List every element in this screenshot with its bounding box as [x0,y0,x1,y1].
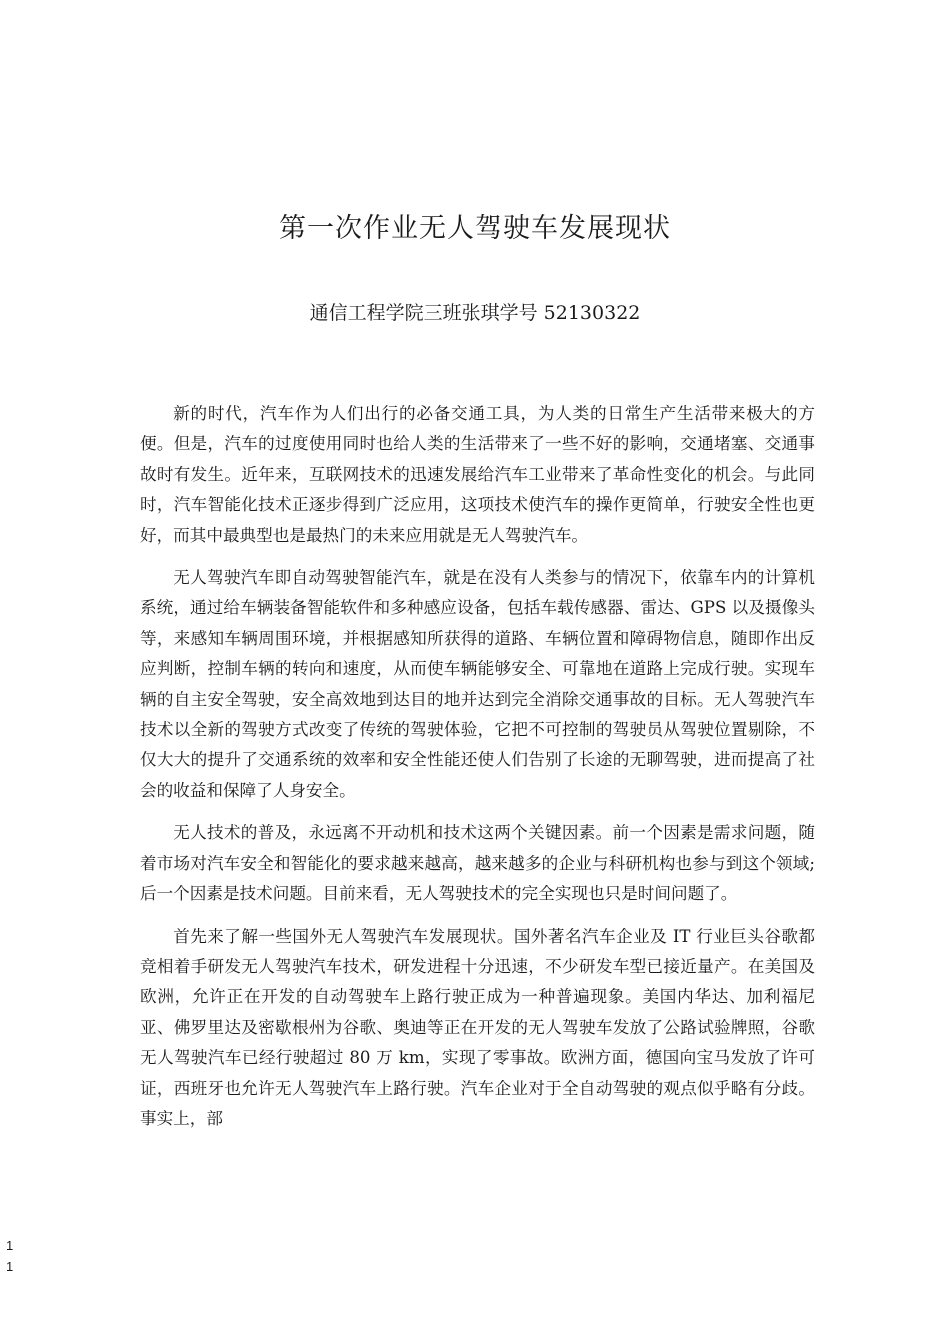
paragraph: 首先来了解一些国外无人驾驶汽车发展现状。国外著名汽车企业及 IT 行业巨头谷歌都竞相着手研发无人驾驶汽车技术，研发进程十分迅速，不少研发车型已接近量产。在美国及欧洲，允许正在开发的自动驾驶车上路行驶正成为一种普遍现象。美国内华达、加利福尼亚、佛罗里达及密歇根州为谷歌、奥迪等正在开发的无人驾驶车发放了公路试验牌照，谷歌无人驾驶汽车已经行驶超过 80 万 km，实现了零事故。欧洲方面，德国向宝马发放了许可证，西班牙也允许无人驾驶汽车上路行驶。汽车企业对于全自动驾驶的观点似乎略有分歧。事实上，部 [140,926,815,1128]
page-number-markers [6,1235,13,1277]
page-number: 1 [6,1259,14,1274]
document-subtitle: 通信工程学院三班张琪学号 52130322 [309,302,641,324]
page-number: 1 [6,1238,14,1253]
paragraph: 无人技术的普及，永远离不开动机和技术这两个关键因素。前一个因素是需求问题，随着市场对汽车安全和智能化的要求越来越高，越来越多的企业与科研机构也参与到这个领域;后一个因素是技术问题。目前来看，无人驾驶技术的完全实现也只是时间问题了。 [140,823,815,904]
document-body [140,399,815,1146]
paragraph: 新的时代，汽车作为人们出行的必备交通工具，为人类的日常生产生活带来极大的方便。但是，汽车的过度使用同时也给人类的生活带来了一些不好的影响，交通堵塞、交通事故时有发生。近年来，互联网技术的迅速发展给汽车工业带来了革命性变化的机会。与此同时，汽车智能化技术正逐步得到广泛应用，这项技术使汽车的操作更简单，行驶安全性也更好，而其中最典型也是最热门的未来应用就是无人驾驶汽车。 [140,404,815,545]
paragraph: 无人驾驶汽车即自动驾驶智能汽车，就是在没有人类参与的情况下，依靠车内的计算机系统，通过给车辆装备智能软件和多种感应设备，包括车载传感器、雷达、GPS 以及摄像头等，来感知车辆周围环境，并根据感知所获得的道路、车辆位置和障碍物信息，随即作出反应判断，控制车辆的转向和速度，从而使车辆能够安全、可靠地在道路上完成行驶。实现车辆的自主安全驾驶，安全高效地到达目的地并达到完全消除交通事故的目标。无人驾驶汽车技术以全新的驾驶方式改变了传统的驾驶体验，它把不可控制的驾驶员从驾驶位置剔除，不仅大大的提升了交通系统的效率和安全性能还使人们告别了长途的无聊驾驶，进而提高了社会的收益和保障了人身安全。 [140,568,815,800]
document-title: 第一次作业无人驾驶车发展现状 [279,213,671,244]
